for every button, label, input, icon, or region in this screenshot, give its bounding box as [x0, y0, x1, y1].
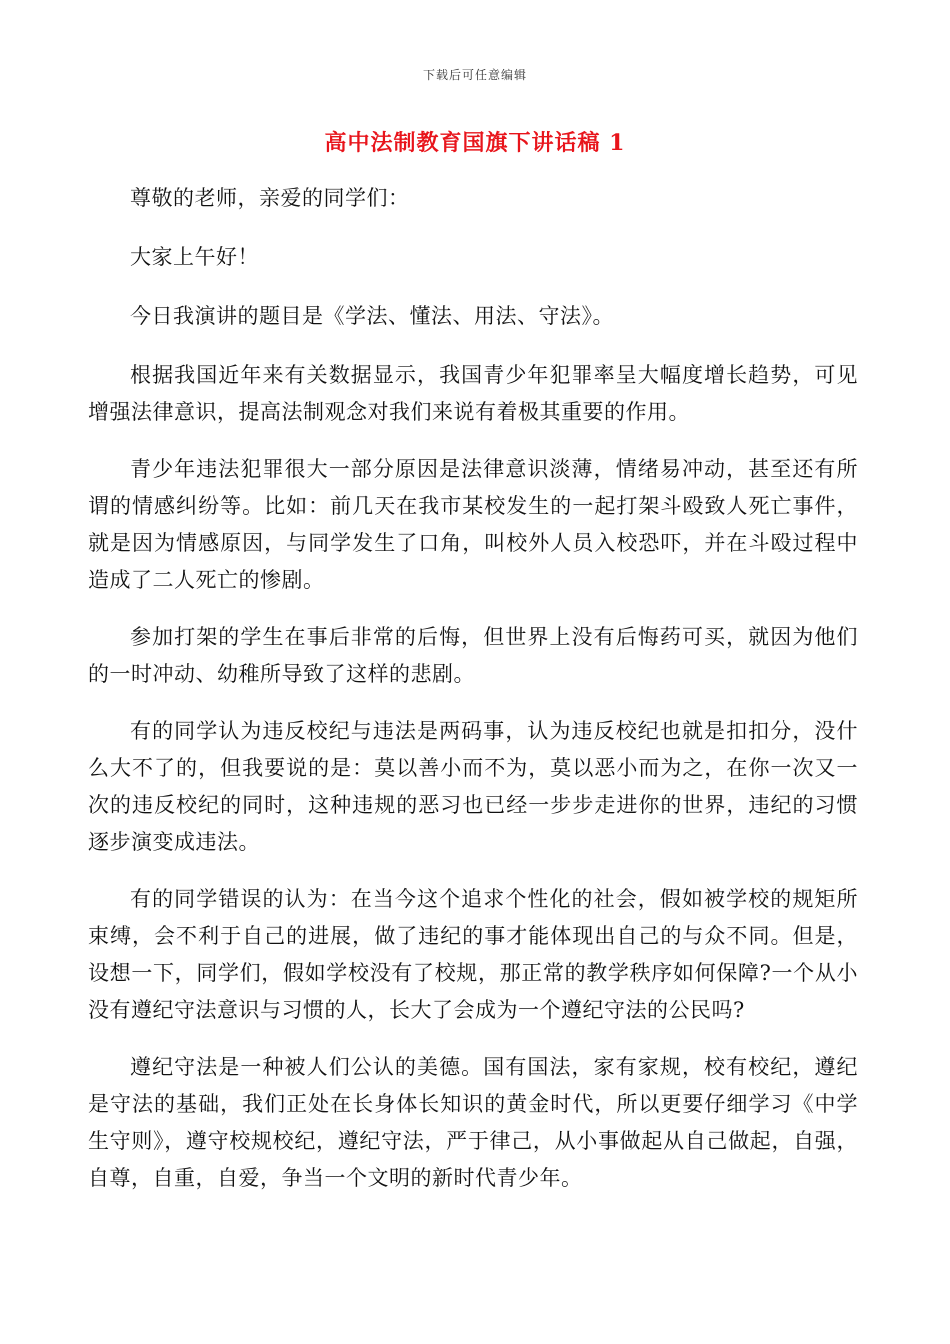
paragraph-regret: 参加打架的学生在事后非常的后悔，但世界上没有后悔药可买，就因为他们的一时冲动、幼稚所导致了这样的悲剧。 — [88, 625, 858, 686]
paragraph-school-rules: 有的同学认为违反校纪与违法是两码事，认为违反校纪也就是扣扣分，没什么大不了的，但我要说的是：莫以善小而不为，莫以恶小而为之，在你一次又一次的违反校纪的同时，这种违规的恶习也已经一步步走进你的世界，违纪的习惯逐步演变成违法。 — [88, 719, 858, 854]
paragraph-statistics: 根据我国近年来有关数据显示，我国青少年犯罪率呈大幅度增长趋势，可见增强法律意识，提高法制观念对我们来说有着极其重要的作用。 — [88, 363, 858, 424]
paragraph-causes: 青少年违法犯罪很大一部分原因是法律意识淡薄，情绪易冲动，甚至还有所谓的情感纠纷等。比如：前几天在我市某校发生的一起打架斗殴致人死亡事件，就是因为情感原因，与同学发生了口角，叫校外人员入校恐吓，并在斗殴过程中造成了二人死亡的惨剧。 — [88, 457, 858, 592]
header-note: 下载后可任意编辑 — [422, 68, 527, 82]
paragraph-misconception: 有的同学错误的认为：在当今这个追求个性化的社会，假如被学校的规矩所束缚，会不利于自己的进展，做了违纪的事才能体现出自己的与众不同。但是，设想一下，同学们，假如学校没有了校规，那正常的教学秩序如何保障?一个从小没有遵纪守法意识与习惯的人，长大了会成为一个遵纪守法的公民吗? — [88, 887, 858, 1022]
paragraph-salutation: 尊敬的老师，亲爱的同学们： — [130, 186, 410, 210]
paragraph-conclusion: 遵纪守法是一种被人们公认的美德。国有国法，家有家规，校有校纪，遵纪是守法的基础，我们正处在长身体长知识的黄金时代，所以更要仔细学习《中学生守则》，遵守校规校纪，遵纪守法，严于律己，从小事做起从自己做起，自强，自尊，自重，自爱，争当一个文明的新时代青少年。 — [88, 1055, 858, 1190]
document-title: 高中法制教育国旗下讲话稿 1 — [324, 130, 626, 156]
paragraph-topic: 今日我演讲的题目是《学法、懂法、用法、守法》。 — [130, 304, 614, 328]
document-body — [88, 180, 858, 1217]
paragraph-greeting: 大家上午好！ — [130, 245, 259, 269]
